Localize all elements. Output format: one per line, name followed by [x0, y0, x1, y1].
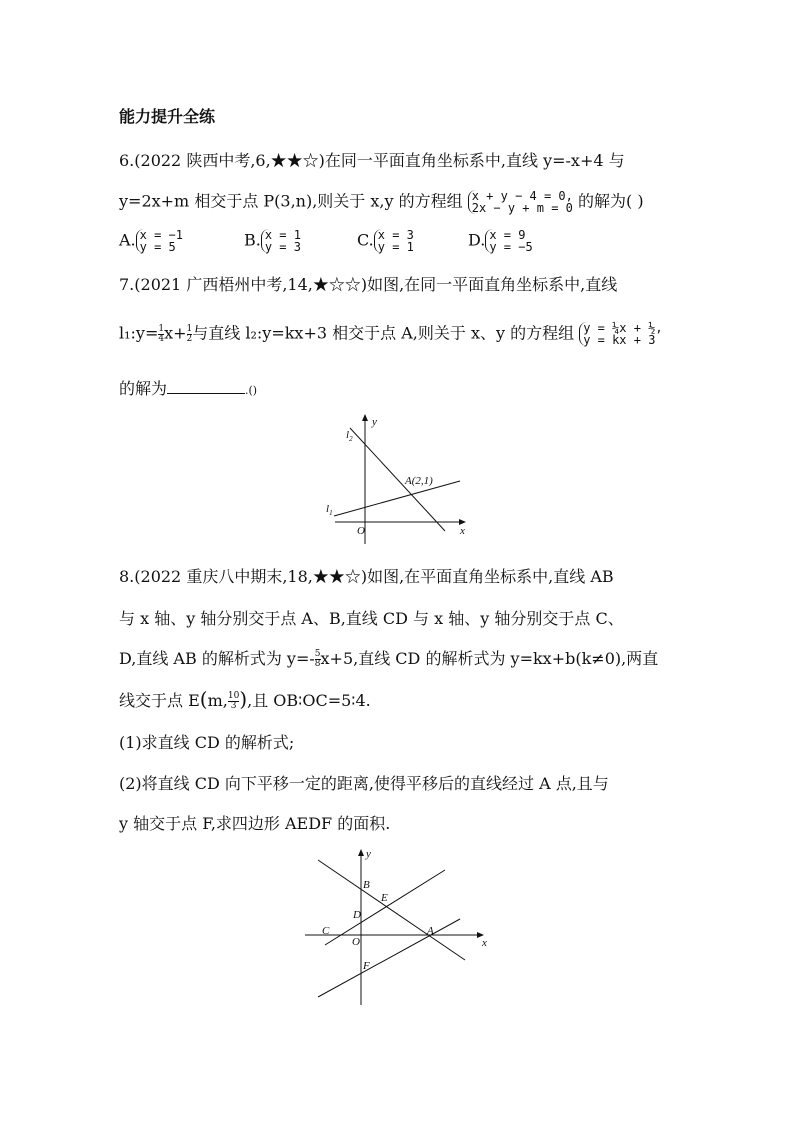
frac-num: 5: [314, 649, 321, 659]
q7-label-l1: $l_1$: [326, 503, 333, 517]
q8-line4: 线交于点 E(m, $\frac{10}{3}$ ),且 OB∶OC=5∶4.: [119, 687, 371, 711]
frac-den: 3: [230, 701, 237, 711]
q7-line-l1: [334, 481, 460, 516]
option-label: A.: [119, 230, 136, 250]
q7-system-top: y = ¼x + ½,: [583, 321, 663, 335]
q6-option-b[interactable]: [244, 229, 301, 253]
q6-line1: 6.(2022 陕西中考,6,★★☆)在同一平面直角坐标系中,直线 y=-x+4 与: [119, 151, 625, 170]
q8-label-a: A: [427, 925, 434, 937]
q8-line1: 8.(2022 重庆八中期末,18,★★☆)如图,在平面直角坐标系中,直线 AB: [119, 567, 614, 586]
q6-line2-b: 的解为( ): [577, 191, 644, 211]
q8-label-c: C: [322, 925, 330, 937]
q7-line3-a: 的解为: [119, 379, 168, 398]
option-bottom: y = −5: [489, 240, 533, 254]
q8-part2-line1: (2)将直线 CD 向下平移一定的距离,使得平移后的直线经过 A 点,且与: [119, 774, 609, 793]
option-top: x = 3: [377, 228, 414, 242]
q8-part1: (1)求直线 CD 的解析式;: [119, 733, 295, 752]
option-label: D.: [468, 230, 486, 250]
q7-label-l2: $l_2$: [346, 429, 353, 443]
q7-label-y: y: [372, 416, 377, 428]
q7-line2-a: l₁:y=: [119, 323, 159, 343]
q8-y-arrow: [358, 849, 364, 856]
q6-line2: [119, 190, 644, 214]
q8-line2: 与 x 轴、y 轴分别交于点 A、B,直线 CD 与 x 轴、y 轴分别交于点 C、: [119, 609, 624, 628]
q6-option-a[interactable]: [119, 229, 183, 253]
q6-line2-a: y=2x+m 相交于点 P(3,n),则关于 x,y 的方程组: [119, 191, 463, 211]
option-system: [136, 229, 183, 253]
frac-den: 4: [158, 333, 165, 344]
q7-figure: [320, 410, 480, 550]
option-top: x = −1: [139, 228, 183, 242]
frac-num: 10: [227, 691, 240, 701]
q8-e-frac: [228, 692, 239, 711]
q6-option-c[interactable]: [357, 229, 414, 253]
section-title: 能力提升全练: [119, 107, 216, 126]
answer-blank[interactable]: [167, 379, 245, 394]
q8-label-f: F: [363, 960, 370, 972]
option-bottom: y = 3: [264, 240, 301, 254]
q8-e-m: m,: [207, 691, 228, 710]
q7-line2-c: 与直线 l₂:y=kx+3 相交于点 A,则关于 x、y 的方程组: [192, 323, 575, 343]
option-system: [374, 229, 414, 253]
option-top: x = 9: [489, 228, 526, 242]
q6-system-bottom: 2x − y + m = 0: [471, 201, 573, 215]
q8-line3: [119, 648, 658, 670]
q8-line3-a: D,直线 AB 的解析式为 y=-: [119, 649, 315, 668]
frac-den: 2: [186, 333, 193, 344]
option-bottom: y = 1: [377, 240, 414, 254]
q7-line3: [119, 378, 257, 402]
option-label: C.: [357, 230, 374, 250]
q7-line2-b: x+: [164, 323, 187, 343]
q8-line4-b: ,且 OB∶OC=5∶4.: [247, 691, 371, 710]
q7-system: [579, 322, 662, 346]
q8-line4-a: 线交于点 E: [119, 691, 200, 710]
q7-y-arrow: [362, 414, 368, 421]
q8-label-x: x: [482, 937, 487, 949]
option-system: [261, 229, 301, 253]
q8-line-af: [318, 919, 460, 997]
q8-label-y: y: [366, 848, 371, 860]
q8-label-b: B: [363, 879, 370, 891]
q8-line-ab: [318, 860, 465, 960]
q7-line1: 7.(2021 广西梧州中考,14,★☆☆)如图,在同一平面直角坐标系中,直线: [119, 275, 618, 294]
q6-option-d[interactable]: [468, 229, 533, 253]
q8-label-o: O: [352, 936, 360, 948]
q7-label-a: A(2,1): [405, 475, 433, 487]
q8-label-d: D: [353, 909, 361, 921]
frac-num: 1: [158, 323, 165, 334]
frac-den: 8: [314, 659, 321, 669]
q7-label-x: x: [460, 525, 465, 537]
q7-system-bottom: y = kx + 3: [583, 333, 656, 347]
q8-line3-b: x+5,直线 CD 的解析式为 y=kx+b(k≠0),两直: [320, 649, 659, 668]
option-label: B.: [244, 230, 261, 250]
option-top: x = 1: [264, 228, 301, 242]
frac-num: 1: [186, 323, 193, 334]
q7-line2: [119, 322, 663, 346]
q6-system: [468, 190, 573, 214]
option-system: [485, 229, 532, 253]
q8-label-e: E: [381, 892, 388, 904]
q8-figure: [300, 845, 500, 1010]
q7-label-o: O: [357, 525, 365, 537]
q7-line3-b: .(): [245, 384, 258, 397]
q8-part2-line2: y 轴交于点 F,求四边形 AEDF 的面积.: [119, 814, 391, 833]
option-bottom: y = 5: [139, 240, 176, 254]
q6-system-top: x + y − 4 = 0,: [471, 189, 573, 203]
